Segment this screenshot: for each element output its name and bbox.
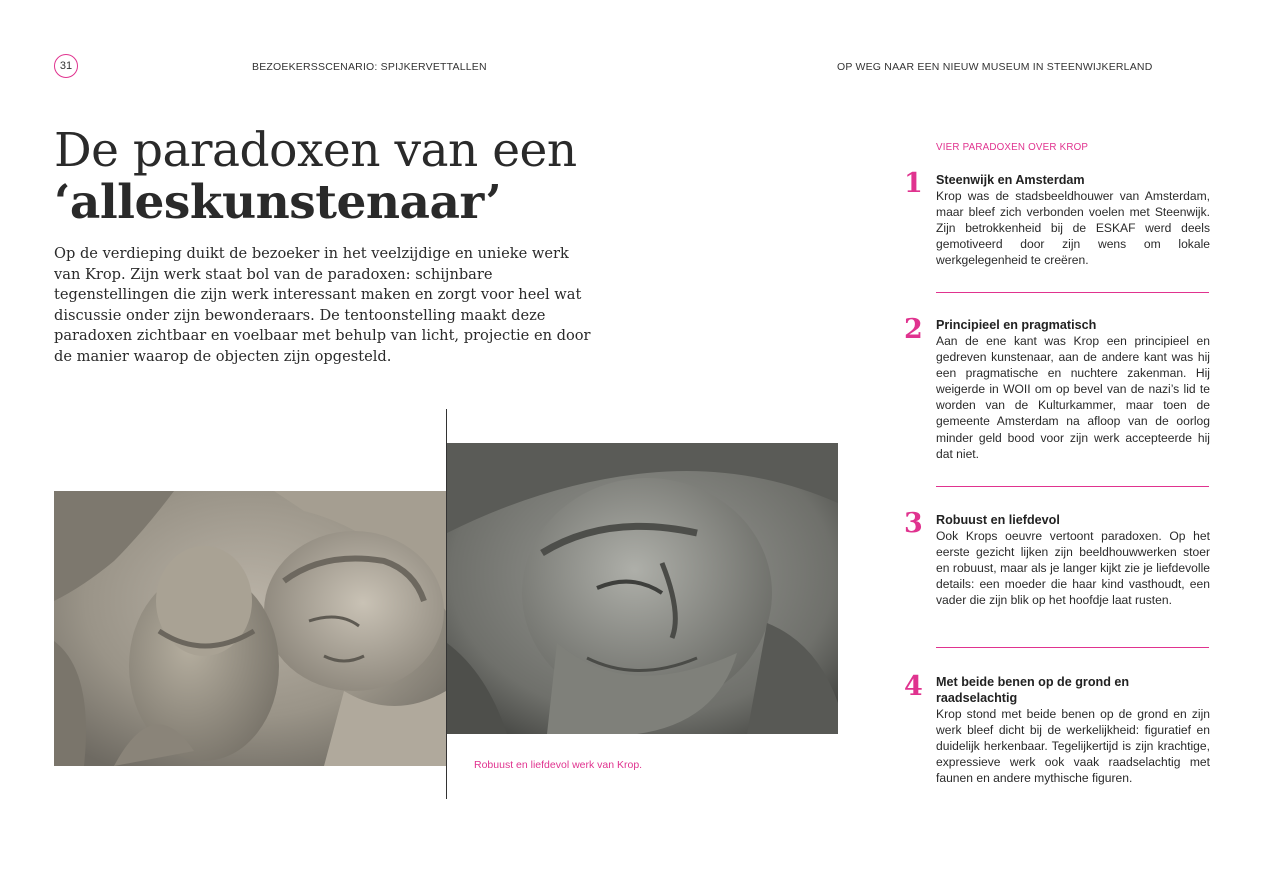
paradox-body-3: Ook Krops oeuvre vertoont paradoxen. Op het eerste gezicht lijken zijn beeldhouwwerken stoer en robuust, maar als je langer kijkt zie je liefdevolle details: een moeder die haar kind vasthoudt, een vader die zijn blik op het hoofdje laat rusten.: [936, 529, 1210, 608]
paradox-divider-2: [936, 486, 1209, 487]
page-title-line-2: ‘alleskunstenaar’: [54, 175, 502, 230]
paradox-divider-1: [936, 292, 1209, 293]
sculpture-head-illustration: [447, 443, 838, 734]
paradox-number-1: 1: [904, 168, 923, 199]
paradox-heading-4: Met beide benen op de grond en raadselachtig: [936, 675, 1130, 705]
paradox-heading-2: Principieel en pragmatisch: [936, 318, 1097, 332]
paradox-number-3: 3: [904, 508, 923, 539]
photo-caption: Robuust en liefdevol werk van Krop.: [474, 759, 643, 771]
page-number: 31: [54, 54, 78, 78]
paradox-number-2: 2: [904, 314, 923, 345]
paradox-heading-3: Robuust en liefdevol: [936, 513, 1060, 527]
sculpture-relief-illustration: [54, 491, 446, 766]
paradox-number-4: 4: [904, 671, 923, 702]
page-title-line-1: De paradoxen van een: [54, 123, 577, 178]
paradox-body-4: Krop stond met beide benen op de grond en zijn werk bleef dicht bij de werkelijkheid: figuratief en duidelijk herkenbaar. Tegelijkertijd is zijn krachtige, expressieve werk ook vaak raadselachtig met faunen en andere mythische figuren.: [936, 707, 1210, 786]
running-head-right: OP WEG NAAR EEN NIEUW MUSEUM IN STEENWIJKERLAND: [837, 61, 1153, 73]
paradox-body-1: Krop was de stadsbeeldhouwer van Amsterdam, maar bleef zich verbonden voelen met Steenwijk. Zijn betrokkenheid bij de ESKAF werd deels gemotiveerd door zijn wens om lokale werkgelegenheid te creëren.: [936, 189, 1210, 268]
sculpture-photo-bearded-head: [447, 443, 838, 734]
paradox-heading-1: Steenwijk en Amsterdam: [936, 173, 1085, 187]
paradox-divider-3: [936, 647, 1209, 648]
sidebar-section-label: VIER PARADOXEN OVER KROP: [936, 142, 1089, 153]
paradox-body-2: Aan de ene kant was Krop een principieel en gedreven kunstenaar, aan de andere kant was hij een pragmatische en nuchtere zakenman. Hij weigerde in WOII om op bevel van de nazi’s lid te worden van de Kulturkammer, maar toen de gemeente Amsterdam na afloop van de oorlog minder geld bood voor zijn werk accepteerde hij dat niet.: [936, 334, 1210, 461]
sculpture-photo-mother-child: [54, 491, 446, 766]
running-head-left: BEZOEKERSSCENARIO: SPIJKERVETTALLEN: [252, 61, 487, 73]
intro-paragraph: Op de verdieping duikt de bezoeker in het veelzijdige en unieke werk van Krop. Zijn werk staat bol van de paradoxen: schijnbare tegenstellingen die zijn werk interessant maken en zorgt voor heel wat discussie onder zijn bewonderaars. De tentoonstelling maakt deze paradoxen zichtbaar en voelbaar met behulp van licht, projectie en door de manier waarop de objecten zijn opgesteld.: [54, 245, 591, 365]
